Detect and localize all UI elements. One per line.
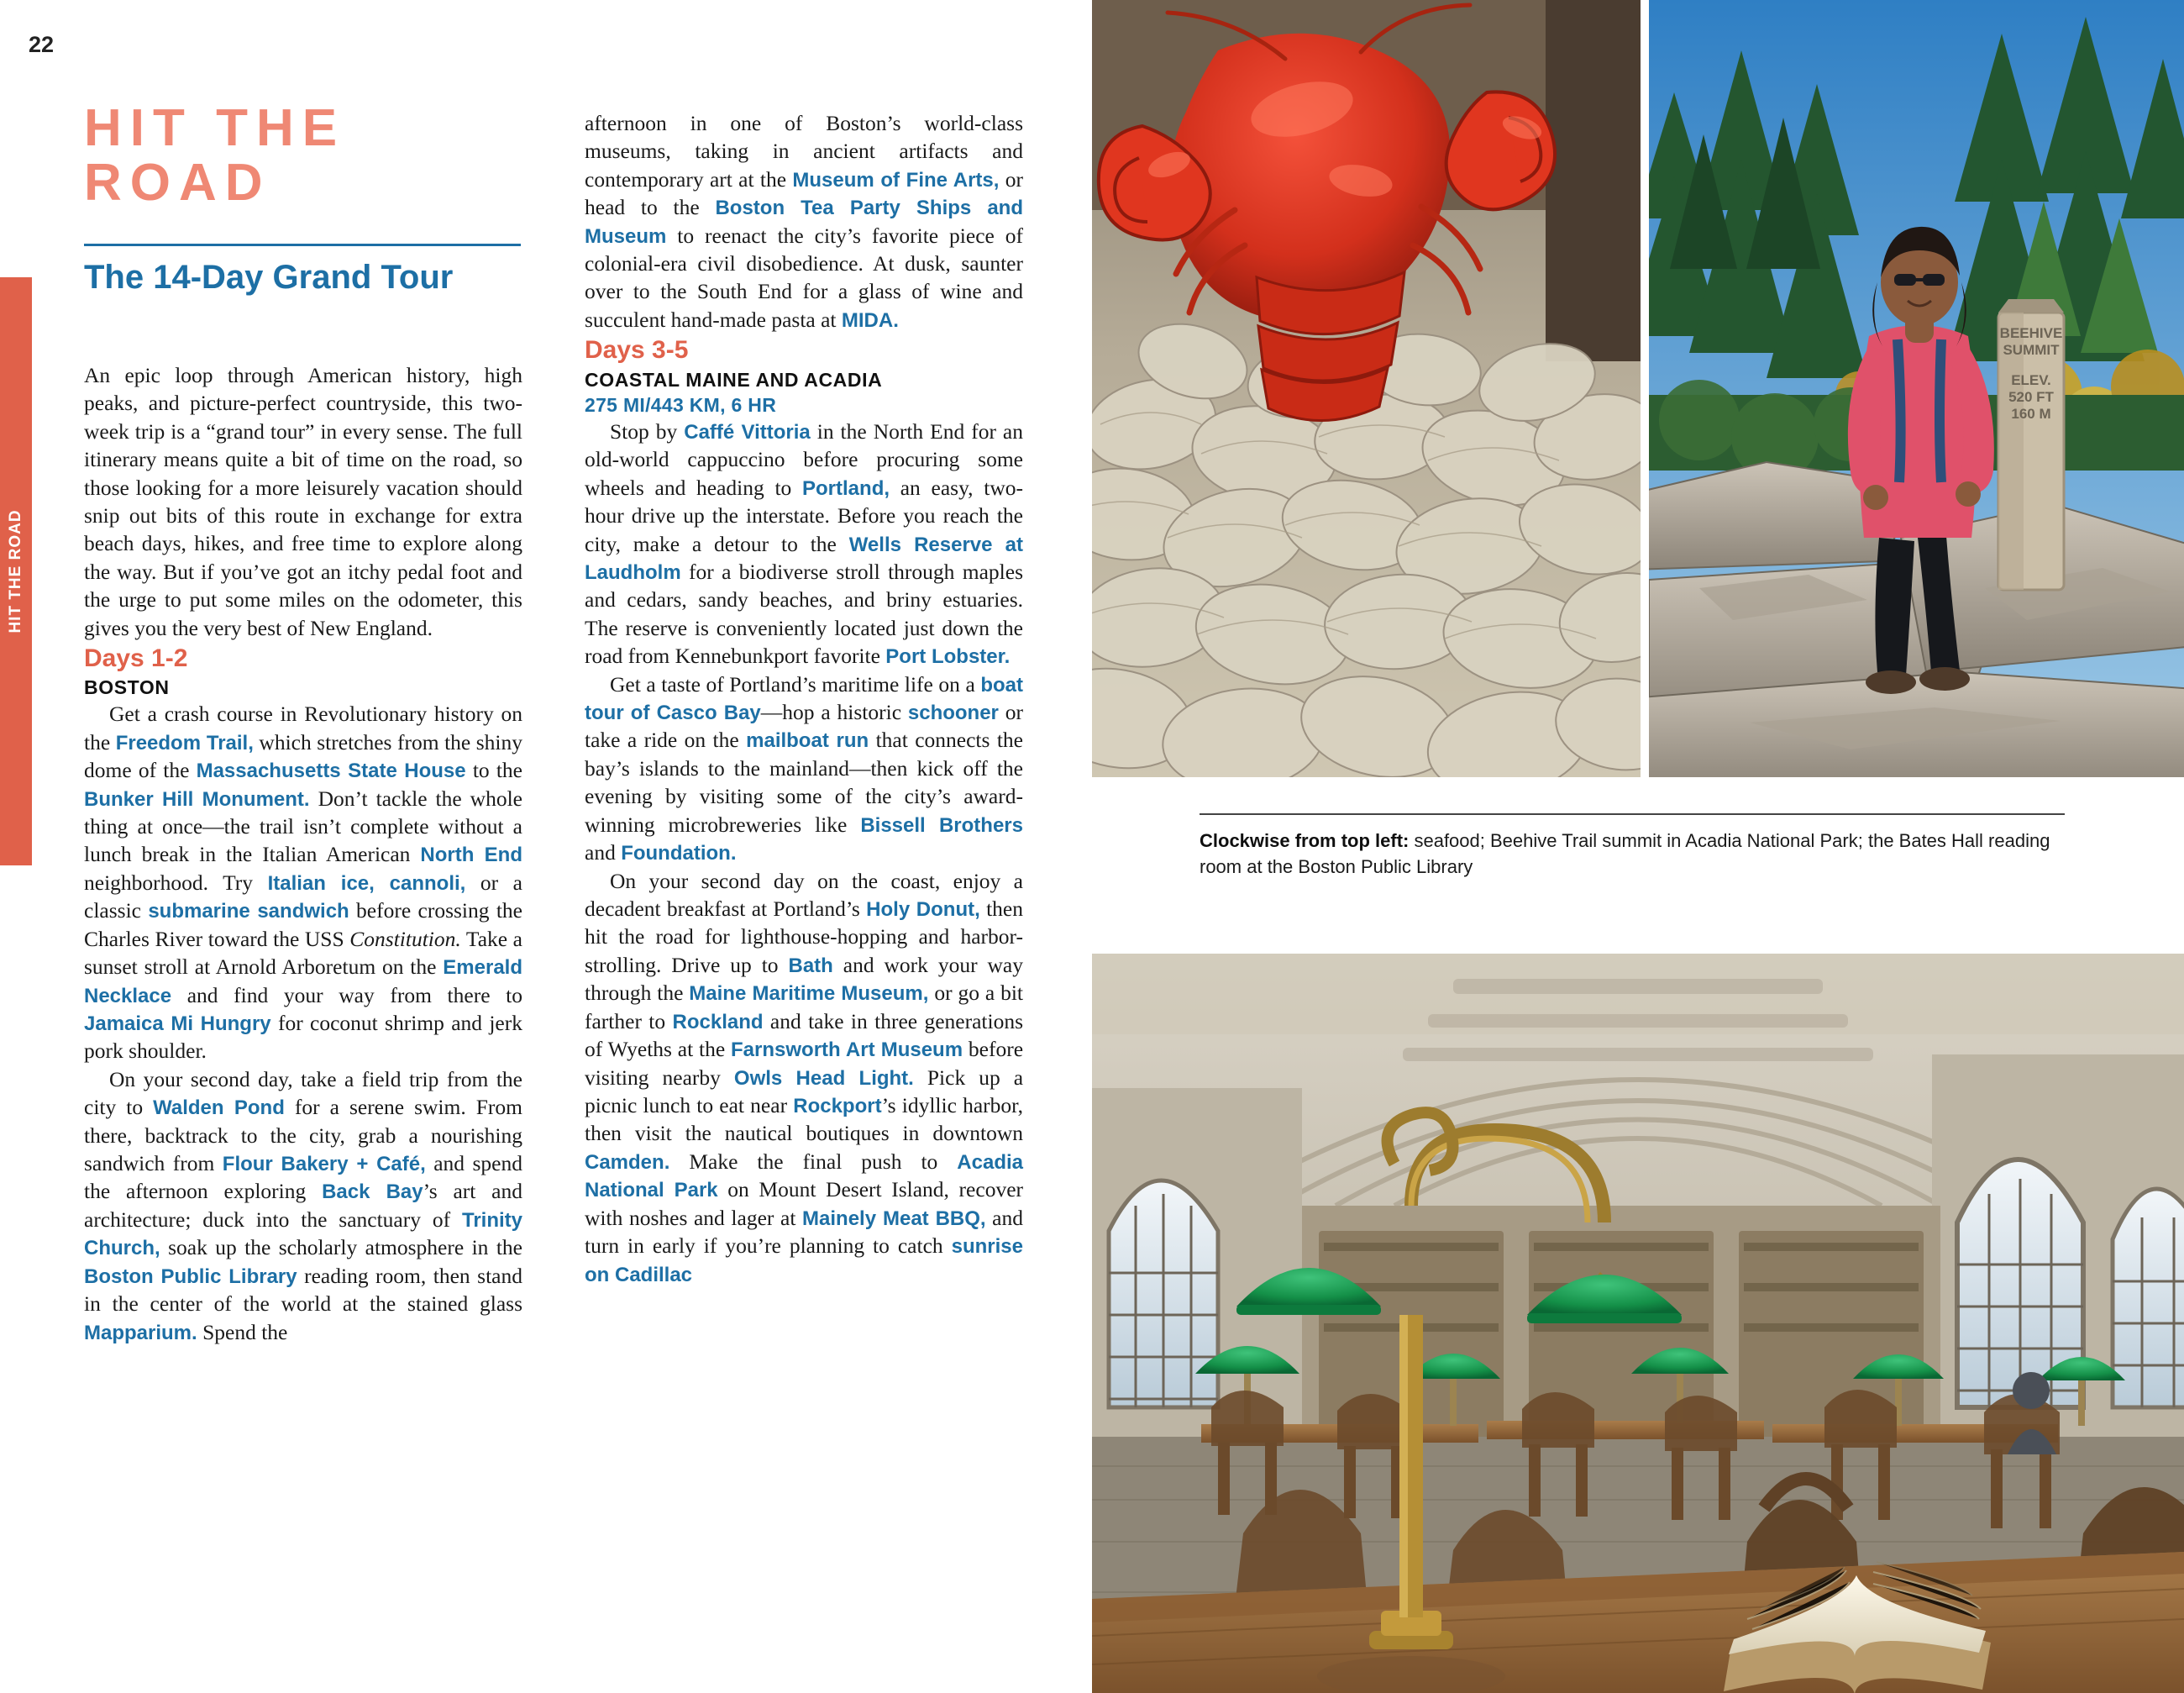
title-divider [84,244,521,246]
poi-mainely-meat-bbq: Mainely Meat BBQ, [802,1207,986,1230]
seafood-photo-art [1092,0,1641,777]
svg-text:BEEHIVE: BEEHIVE [1999,325,2063,341]
text-run: on Mount Desert Island, recover with noshes and lager at [585,1177,1023,1230]
days-1-2-label: Days 1-2 [84,644,188,672]
poi-holy-donut: Holy Donut, [866,897,980,921]
poi-freedom-trail: Freedom Trail, [115,731,254,754]
maine-paragraph-3 [585,867,1023,1288]
boston-paragraph-continued [585,109,1023,334]
text-run: for a serene swim. From there, backtrack to the city, grab a nourishing sandwich from [84,1095,522,1176]
bates-hall-photo [1092,954,2184,1693]
text-run: reading room, then stand in the center of the world at the stained glass [84,1263,522,1317]
poi-mapparium: Mapparium. [84,1321,197,1344]
poi-boston-public-library: Boston Public Library [84,1264,297,1288]
text-run: or head to the [585,166,1023,220]
poi-portland: Portland, [802,476,890,500]
poi-camden: Camden. [585,1150,670,1174]
text-run: Make the final push to [669,1149,958,1174]
poi-rockport: Rockport [793,1094,882,1117]
page-number: 22 [29,32,55,57]
text-run: Take a sunset stroll at Arnold Arboretum on the [84,926,522,980]
column-right [585,109,1023,1647]
poi-maine-maritime-museum: Maine Maritime Museum, [689,982,929,1006]
poi-mida: MIDA. [841,308,899,332]
text-run: and turn in early if you’re planning to catch [585,1205,1023,1259]
poi-caffe-vittoria: Caffé Vittoria [684,420,811,444]
poi-museum-of-fine-arts: Museum of Fine Arts, [792,168,1000,192]
text-run: which stretches from the shiny dome of the [84,729,523,783]
photo-caption [1200,828,2090,880]
poi-north-end: North End [420,844,522,867]
text-run: Get a taste of Portland’s maritime life on a [610,671,981,697]
poi-back-bay: Back Bay [322,1180,423,1204]
maine-paragraph-1 [585,418,1023,670]
poi-italian-ice-cannoli: Italian ice, cannoli, [267,871,466,895]
caption-lead: Clockwise from top left: [1200,830,1410,851]
text-run: or go a bit farther to [585,981,1024,1033]
text-run: that connects the bay’s islands to the mainland—then kick off the evening by visiting some of the city’s award-winning microbreweries like [585,728,1023,837]
poi-owls-head-light: Owls Head Light. [733,1066,914,1090]
chapter-side-tab [0,277,32,865]
beehive-trail-photo [1649,0,2184,777]
text-run: or a classic [84,870,523,923]
text-run: in the North End for an old-world cappuccino before procuring some wheels and heading to [585,418,1023,500]
poi-farnsworth-art-museum: Farnsworth Art Museum [731,1038,963,1062]
caption-divider [1200,813,2065,815]
distance-label: 275 MI/443 KM, 6 HR [585,393,777,416]
text-run: Get a crash course in Revolutionary history on the [84,702,522,754]
poi-mailboat-run: mailboat run [746,729,869,753]
poi-wells-reserve-at-laudholm: Wells Reserve at Laudholm [585,533,1023,584]
italic-constitution: Constitution. [349,926,461,951]
text-run: ’s idyllic harbor, then visit the nautical boutiques in downtown [585,1092,1023,1146]
text-run: for coconut shrimp and jerk pork shoulder. [84,1011,522,1064]
text-run: Pick up a picnic lunch to eat near [585,1065,1024,1117]
poi-port-lobster: Port Lobster. [885,645,1011,669]
poi-schooner: schooner [907,702,999,725]
text-run: before visiting nearby [585,1037,1024,1090]
bates-hall-photo-art [1092,954,2184,1693]
maine-paragraph-2 [585,670,1023,867]
text-run: and spend the afternoon exploring [84,1151,522,1204]
poi-submarine-sandwich: submarine sandwich [148,900,349,923]
chapter-title: HIT THE ROAD [84,99,346,213]
poi-trinity-church: Trinity Church, [84,1208,522,1260]
text-run: or take a ride on the [585,700,1023,753]
text-run: Stop by [610,418,685,444]
text-run: Spend the [197,1319,288,1344]
article-title: The 14-Day Grand Tour [84,259,454,297]
column-left [84,361,522,1346]
text-run: On your second day, take a field trip from the city to [84,1066,522,1120]
poi-walden-pond: Walden Pond [153,1096,285,1120]
boston-paragraph-1 [84,700,522,1065]
boston-paragraph-2 [84,1065,522,1346]
caption-text: seafood; Beehive Trail summit in Acadia National Park; the Bates Hall reading room at the Boston Public Library [1200,830,2050,878]
text-run: —hop a historic [760,700,908,725]
poi-foundation: Foundation. [621,842,737,865]
svg-text:520 FT: 520 FT [2008,389,2054,405]
poi-boston-tea-party-ships-museum: Boston Tea Party Ships and Museum [585,197,1023,248]
text-run: ’s art and architecture; duck into the sanctuary of [84,1179,522,1232]
poi-massachusetts-state-house: Massachusetts State House [196,760,466,783]
poi-sunrise-on-cadillac: sunrise on Cadillac [585,1235,1023,1286]
coastal-maine-label: COASTAL MAINE AND ACADIA [585,368,883,391]
chapter-side-tab-label: HIT THE ROAD [7,509,24,634]
text-run: an easy, two-hour drive up the interstate. Before you reach the city, make a detour to the [585,475,1023,556]
days-3-5-label: Days 3-5 [585,336,689,365]
poi-emerald-necklace: Emerald Necklace [84,956,522,1007]
text-run: to the [465,758,522,783]
poi-jamaica-mi-hungry: Jamaica Mi Hungry [84,1012,271,1035]
poi-bath: Bath [788,954,833,977]
poi-acadia-national-park: Acadia National Park [585,1150,1023,1202]
text-run: before crossing the Charles River toward the USS [84,898,522,951]
text-run: and take in three generations of Wyeths at the [585,1008,1023,1062]
poi-bunker-hill-monument: Bunker Hill Monument. [84,787,310,811]
text-run: soak up the scholarly atmosphere in the [160,1235,522,1260]
text-run: afternoon in one of Boston’s world-class museums, taking in ancient artifacts and contemporary art at the [585,111,1023,192]
poi-flour-bakery-cafe: Flour Bakery + Café, [222,1153,426,1176]
svg-text:160 M: 160 M [2011,406,2051,422]
svg-text:ELEV.: ELEV. [2011,372,2051,388]
text-run: then hit the road for lighthouse-hopping and harbor-strolling. Drive up to [585,896,1023,977]
text-run: and work your way through the [585,952,1024,1006]
intro-paragraph: An epic loop through American history, high peaks, and picture-perfect countryside, this two-week trip is a “grand tour” in every sense. The full itinerary means quite a bit of time on the road, so those looking for a more leisurely vacation should snip out bits of this route in exchange for extra beach days, hikes, and free time to explore along the way. But if you’ve got an itchy pedal foot and the urge to put some miles on the odometer, this gives you the very best of New England. [84,363,522,640]
poi-bissell-brothers: Bissell Brothers [860,813,1023,837]
text-run: and find your way from there to [171,982,522,1007]
text-run: On your second day on the coast, enjoy a decadent breakfast at Portland’s [585,868,1023,921]
text-run: and [585,840,622,865]
poi-rockland: Rockland [672,1010,764,1033]
text-run: for a biodiverse stroll through maples and cedars, sandy beaches, and briny estuaries. The reserve is conveniently located just down the road from Kennebunkport favorite [585,559,1023,669]
poi-boat-tour-of-casco-bay: boat tour of Casco Bay [585,673,1023,725]
boston-label: BOSTON [84,676,170,699]
text-run: neighborhood. Try [84,870,268,895]
text-run: to reenact the city’s favorite piece of colonial-era civil disobedience. At dusk, saunter over to the South End for a glass of wine and succulent hand-made pasta at [585,223,1023,332]
svg-text:SUMMIT: SUMMIT [2003,342,2060,358]
beehive-trail-photo-art [1649,0,2184,777]
seafood-photo [1092,0,1641,777]
text-run: Don’t tackle the whole thing at once—the trail isn’t complete without a lunch break in the Italian American [84,786,522,867]
